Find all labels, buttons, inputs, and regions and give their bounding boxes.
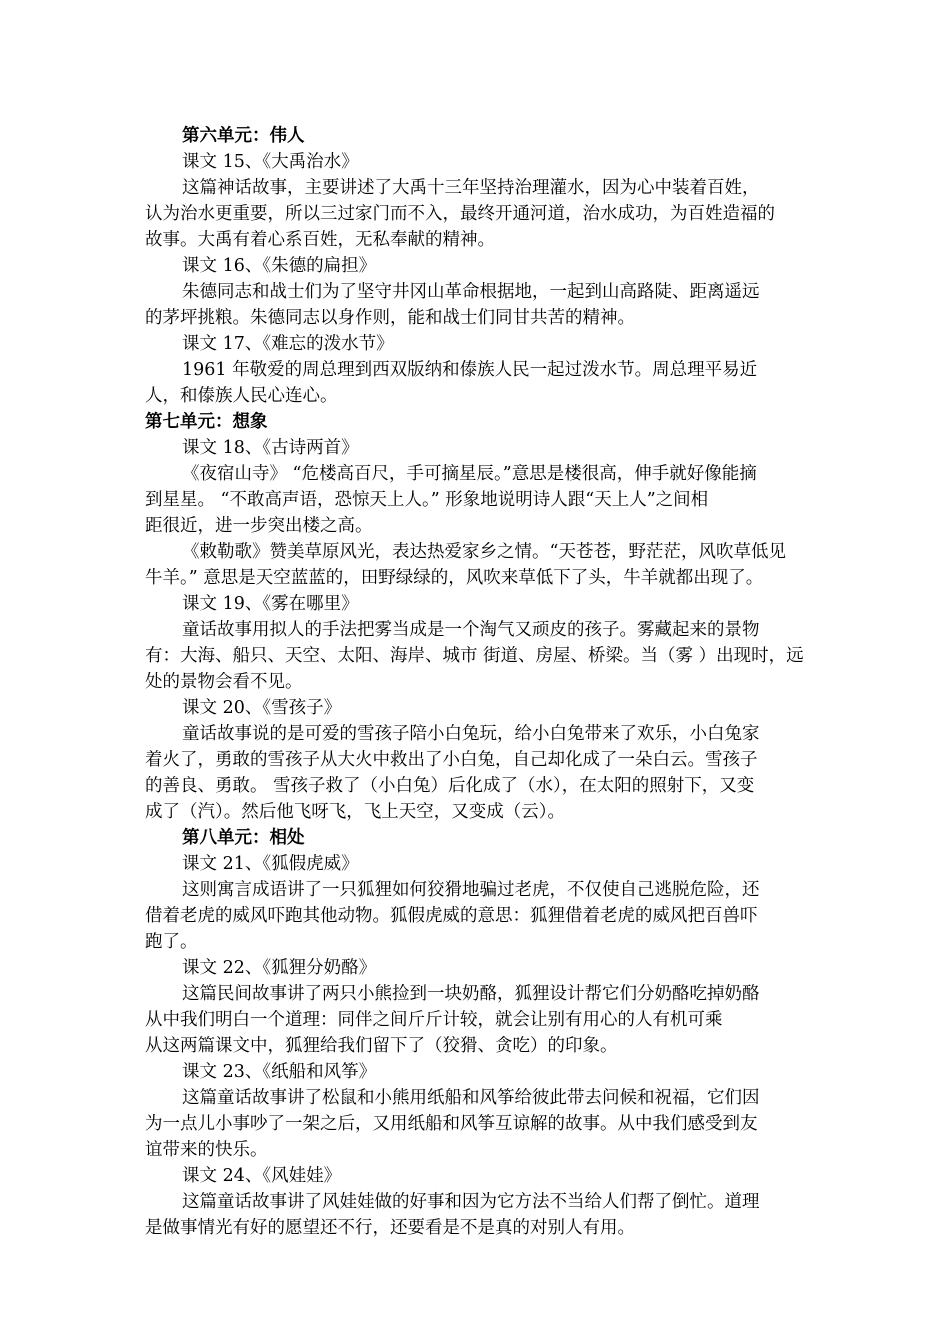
lesson24-line: 这篇童话故事讲了风娃娃做的好事和因为它方法不当给人们帮了倒忙。道理 xyxy=(182,1192,760,1212)
lesson19-line: 有：大海、船只、天空、太阳、海岸、城市 街道、房屋、桥梁。当（雾 ）出现时，远 xyxy=(145,646,804,666)
lesson20-title: 课文 20、《雪孩子》 xyxy=(182,698,342,718)
lesson20-line: 着火了，勇敢的雪孩子从大火中救出了小白兔，自己却化成了一朵白云。雪孩子 xyxy=(145,750,758,770)
lesson21-line: 借着老虎的威风吓跑其他动物。狐假虎威的意思：狐狸借着老虎的威风把百兽吓 xyxy=(145,906,758,926)
lesson23-title: 课文 23、《纸船和风筝》 xyxy=(182,1062,377,1082)
lesson16-line: 的茅坪挑粮。朱德同志以身作则，能和战士们同甘共苦的精神。 xyxy=(145,308,635,328)
unit6-heading: 第六单元：伟人 xyxy=(182,126,305,146)
lesson23-line: 这篇童话故事讲了松鼠和小熊用纸船和风筝给彼此带去问候和祝福，它们因 xyxy=(182,1088,760,1108)
lesson23-line: 谊带来的快乐。 xyxy=(145,1140,268,1160)
lesson18-title: 课文 18、《古诗两首》 xyxy=(182,438,359,458)
lesson19-line: 童话故事用拟人的手法把雾当成是一个淘气又顽皮的孩子。雾藏起来的景物 xyxy=(182,620,760,640)
lesson22-line: 从这两篇课文中，狐狸给我们留下了（狡猾、贪吃）的印象。 xyxy=(145,1036,618,1056)
lesson24-line: 是做事情光有好的愿望还不行，还要看是不是真的对别人有用。 xyxy=(145,1218,635,1238)
lesson20-line: 成了（汽）。然后他飞呀飞，飞上天空，又变成（云）。 xyxy=(145,802,565,822)
lesson21-line: 这则寓言成语讲了一只狐狸如何狡猾地骗过老虎，不仅使自己逃脱危险，还 xyxy=(182,880,760,900)
lesson18-line: 牛羊。” 意思是天空蓝蓝的，田野绿绿的，风吹来草低下了头，牛羊就都出现了。 xyxy=(145,568,764,588)
lesson22-line: 这篇民间故事讲了两只小熊捡到一块奶酪，狐狸设计帮它们分奶酪吃掉奶酪 xyxy=(182,984,760,1004)
lesson17-line: 1961 年敬爱的周总理到西双版纳和傣族人民一起过泼水节。周总理平易近 xyxy=(182,360,758,380)
lesson18-line: 到星星。 “不敢高声语，恐惊天上人。” 形象地说明诗人跟“天上人”之间相 xyxy=(145,490,709,510)
lesson21-line: 跑了。 xyxy=(145,932,198,952)
unit7-heading: 第七单元：想象 xyxy=(145,412,268,432)
lesson15-line: 认为治水更重要，所以三过家门而不入，最终开通河道，治水成功，为百姓造福的 xyxy=(145,204,775,224)
lesson18-line: 《敕勒歌》赞美草原风光，表达热爱家乡之情。“天苍苍，野茫茫，风吹草低见 xyxy=(182,542,786,562)
lesson15-title: 课文 15、《大禹治水》 xyxy=(182,152,359,172)
lesson16-line: 朱德同志和战士们为了坚守井冈山革命根据地，一起到山高路陡、距离遥远 xyxy=(182,282,760,302)
lesson20-line: 的善良、勇敢。 雪孩子救了（小白兔）后化成了（水），在太阳的照射下，又变 xyxy=(145,776,755,796)
lesson23-line: 为一点儿小事吵了一架之后，又用纸船和风筝互谅解的故事。从中我们感受到友 xyxy=(145,1114,758,1134)
lesson19-line: 处的景物会看不见。 xyxy=(145,672,303,692)
lesson15-line: 故事。大禹有着心系百姓，无私奉献的精神。 xyxy=(145,230,495,250)
lesson18-line: 距很近，进一步突出楼之高。 xyxy=(145,516,373,536)
lesson24-title: 课文 24、《风娃娃》 xyxy=(182,1166,342,1186)
lesson16-title: 课文 16、《朱德的扁担》 xyxy=(182,256,377,276)
lesson17-line: 人，和傣族人民心连心。 xyxy=(145,386,338,406)
lesson22-title: 课文 22、《狐狸分奶酪》 xyxy=(182,958,377,978)
lesson22-line: 从中我们明白一个道理：同伴之间斤斤计较，就会让别有用心的人有机可乘 xyxy=(145,1010,723,1030)
lesson21-title: 课文 21、《狐假虎威》 xyxy=(182,854,359,874)
lesson18-line: 《夜宿山寺》 “危楼高百尺，手可摘星辰。”意思是楼很高，伸手就好像能摘 xyxy=(182,464,757,484)
lesson17-title: 课文 17、《难忘的泼水节》 xyxy=(182,334,394,354)
lesson15-line: 这篇神话故事，主要讲述了大禹十三年坚持治理灌水，因为心中装着百姓， xyxy=(182,178,760,198)
lesson19-title: 课文 19、《雾在哪里》 xyxy=(182,594,359,614)
unit8-heading: 第八单元：相处 xyxy=(182,828,305,848)
lesson20-line: 童话故事说的是可爱的雪孩子陪小白兔玩，给小白兔带来了欢乐，小白兔家 xyxy=(182,724,760,744)
